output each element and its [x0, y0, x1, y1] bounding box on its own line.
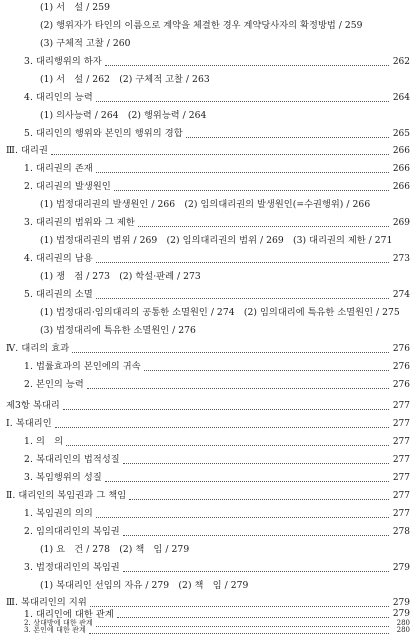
page-number: 279: [392, 609, 410, 619]
page-number: 276: [392, 344, 410, 354]
toc-entry: [0, 90, 416, 106]
toc-entry: [0, 251, 416, 267]
toc-entry-title: 4. 대리권의 남용: [24, 253, 93, 264]
toc-entry: [0, 359, 416, 375]
toc-entry-title: 5. 대리인의 행위와 본인의 행위의 경합: [24, 128, 183, 139]
toc-entry: [0, 560, 416, 576]
toc-sub-text: (1) 쟁 점 / 273 (2) 학설·판례 / 273: [40, 271, 201, 282]
toc-entry-title: 2. 임의대리인의 복임권: [24, 526, 120, 537]
leader-dots: [114, 190, 389, 191]
toc-sub-item: [0, 36, 416, 52]
toc-entry: [0, 506, 416, 522]
toc-entry: [0, 416, 416, 432]
toc-entry-title: Ⅲ. 복대리인의 지위: [6, 597, 87, 608]
page-number: 277: [392, 419, 410, 429]
toc-entry-title: 2. 본인의 능력: [24, 379, 84, 390]
page-number: 278: [392, 527, 410, 537]
toc-entry: [0, 161, 416, 177]
toc-entry-title: 3. 법정대리인의 복임권: [24, 562, 120, 573]
toc-entry-title: 1. 법률효과의 본인에의 귀속: [24, 361, 141, 372]
page-number: 277: [392, 491, 410, 501]
toc-entry: [0, 434, 416, 450]
toc-entry-title: 2. 복대리인의 법적성질: [24, 454, 120, 465]
toc-entry-title: 4. 대리인의 능력: [24, 92, 93, 103]
toc-sub-text: (1) 법정대리권의 범위 / 269 (2) 임의대리권의 범위 / 269 (3) 대리권의 제한 / 271: [40, 235, 393, 246]
toc-entry: [0, 341, 416, 357]
leader-dots: [72, 352, 389, 353]
toc-entry-title: 3. 복임행위의 성질: [24, 472, 102, 483]
leader-dots: [96, 517, 389, 518]
toc-entry-title: 2. 상대방에 대한 관계: [24, 619, 93, 627]
toc-entry: [0, 627, 416, 634]
page-number: 277: [392, 509, 410, 519]
leader-dots: [63, 409, 389, 410]
toc-entry-title: 1. 복임권의 의의: [24, 508, 93, 519]
leader-dots: [96, 172, 389, 173]
toc-sub-item: [0, 108, 416, 124]
leader-dots: [55, 427, 389, 428]
leader-dots: [144, 370, 389, 371]
toc-entry-title: 1. 대리인에 대한 관계: [24, 609, 114, 620]
toc-sub-text: (1) 의사능력 / 264 (2) 행위능력 / 264: [40, 110, 207, 121]
page-number: 277: [392, 401, 410, 411]
leader-dots: [96, 101, 389, 102]
toc-sub-text: (3) 구체적 고찰 / 260: [40, 38, 131, 49]
toc-sub-item: [0, 72, 416, 88]
leader-dots: [66, 445, 389, 446]
page-number: 279: [392, 563, 410, 573]
leader-dots: [96, 262, 389, 263]
toc-sub-item: [0, 542, 416, 558]
leader-dots: [51, 154, 389, 155]
toc-entry-title: 1. 대리권의 존재: [24, 163, 93, 174]
toc-entry-title: Ⅱ. 대리인의 복임권과 그 책임: [6, 490, 127, 501]
leader-dots: [105, 481, 389, 482]
toc-entry: [0, 470, 416, 486]
toc-sub-text: (1) 복대리인 선임의 자유 / 279 (2) 책 임 / 279: [40, 580, 249, 591]
toc-entry: [0, 287, 416, 303]
page-number: 277: [392, 473, 410, 483]
toc-entry-title: 3. 대리권의 범위와 그 제한: [24, 217, 135, 228]
toc-sub-item: [0, 305, 416, 321]
toc-sub-item: [0, 197, 416, 213]
leader-dots: [123, 463, 389, 464]
leader-dots: [96, 298, 389, 299]
toc-entry: [0, 524, 416, 540]
toc-sub-text: (1) 서 설 / 259: [40, 2, 110, 13]
page-number: 264: [392, 93, 410, 103]
toc-entry-title: 제3항 복대리: [6, 400, 60, 411]
toc-entry-title: Ⅰ. 복대리인: [6, 418, 52, 429]
toc-sub-item: [0, 0, 416, 16]
leader-dots: [129, 499, 389, 500]
toc-entry-title: Ⅲ. 대리권: [6, 145, 48, 156]
page-number: 277: [392, 455, 410, 465]
page-number: 262: [392, 57, 410, 67]
toc-entry: [0, 452, 416, 468]
toc-entry-title: 3. 대리행위의 하자: [24, 56, 102, 67]
toc-entry-title: 5. 대리권의 소멸: [24, 289, 93, 300]
page-number: 266: [392, 182, 410, 192]
toc-sub-text: (1) 요 건 / 278 (2) 책 임 / 279: [40, 544, 190, 555]
leader-dots: [138, 226, 389, 227]
toc-section-heading: [0, 398, 416, 414]
leader-dots: [87, 388, 389, 389]
page-number: 265: [392, 129, 410, 139]
page-number: 276: [392, 380, 410, 390]
page-number: 269: [392, 218, 410, 228]
toc-entry: [0, 126, 416, 142]
toc-entry-title: 3. 본인에 대한 관계: [24, 626, 86, 634]
toc-entry: [0, 215, 416, 231]
page-number: 277: [392, 437, 410, 447]
toc-entry-title: 2. 대리권의 발생원인: [24, 181, 111, 192]
leader-dots: [117, 617, 389, 618]
toc-entry: [0, 488, 416, 504]
toc-entry-title: 1. 의 의: [24, 436, 64, 447]
page-number: 266: [392, 164, 410, 174]
toc-sub-item: [0, 233, 416, 249]
toc-sub-text: (1) 법정대리·임의대리의 공통한 소멸원인 / 274 (2) 임의대리에 특유한 소멸원인 / 275: [40, 307, 400, 318]
leader-dots: [105, 65, 389, 66]
toc-sub-item: [0, 269, 416, 285]
page-number: 280: [396, 626, 410, 634]
toc-entry: [0, 54, 416, 70]
page-number: 273: [392, 254, 410, 264]
page-number: 266: [392, 146, 410, 156]
toc-entry: [0, 179, 416, 195]
toc-sub-text: (2) 행위자가 타인의 이름으로 계약을 체결한 경우 계약당사자의 확정방법 / 259: [40, 20, 363, 31]
leader-dots: [186, 137, 389, 138]
toc-sub-text: (3) 법정대리에 특유한 소멸원인 / 276: [40, 325, 196, 336]
page-number: 279: [392, 598, 410, 608]
toc-sub-item: [0, 18, 416, 34]
toc-entry-title: Ⅳ. 대리의 효과: [6, 343, 70, 354]
toc-entry: [0, 143, 416, 159]
toc-sub-text: (1) 법정대리권의 발생원인 / 266 (2) 임의대리권의 발생원인(=수권행위) / 266: [40, 199, 371, 210]
leader-dots: [90, 606, 389, 607]
toc-sub-text: (1) 서 설 / 262 (2) 구체적 고찰 / 263: [40, 74, 210, 85]
leader-dots: [123, 535, 389, 536]
leader-dots: [123, 571, 389, 572]
page-number: 276: [392, 362, 410, 372]
toc-sub-item: [0, 323, 416, 339]
page-number: 274: [392, 290, 410, 300]
page-number: 280: [396, 619, 410, 627]
toc-entry: [0, 377, 416, 393]
toc-sub-item: [0, 578, 416, 594]
